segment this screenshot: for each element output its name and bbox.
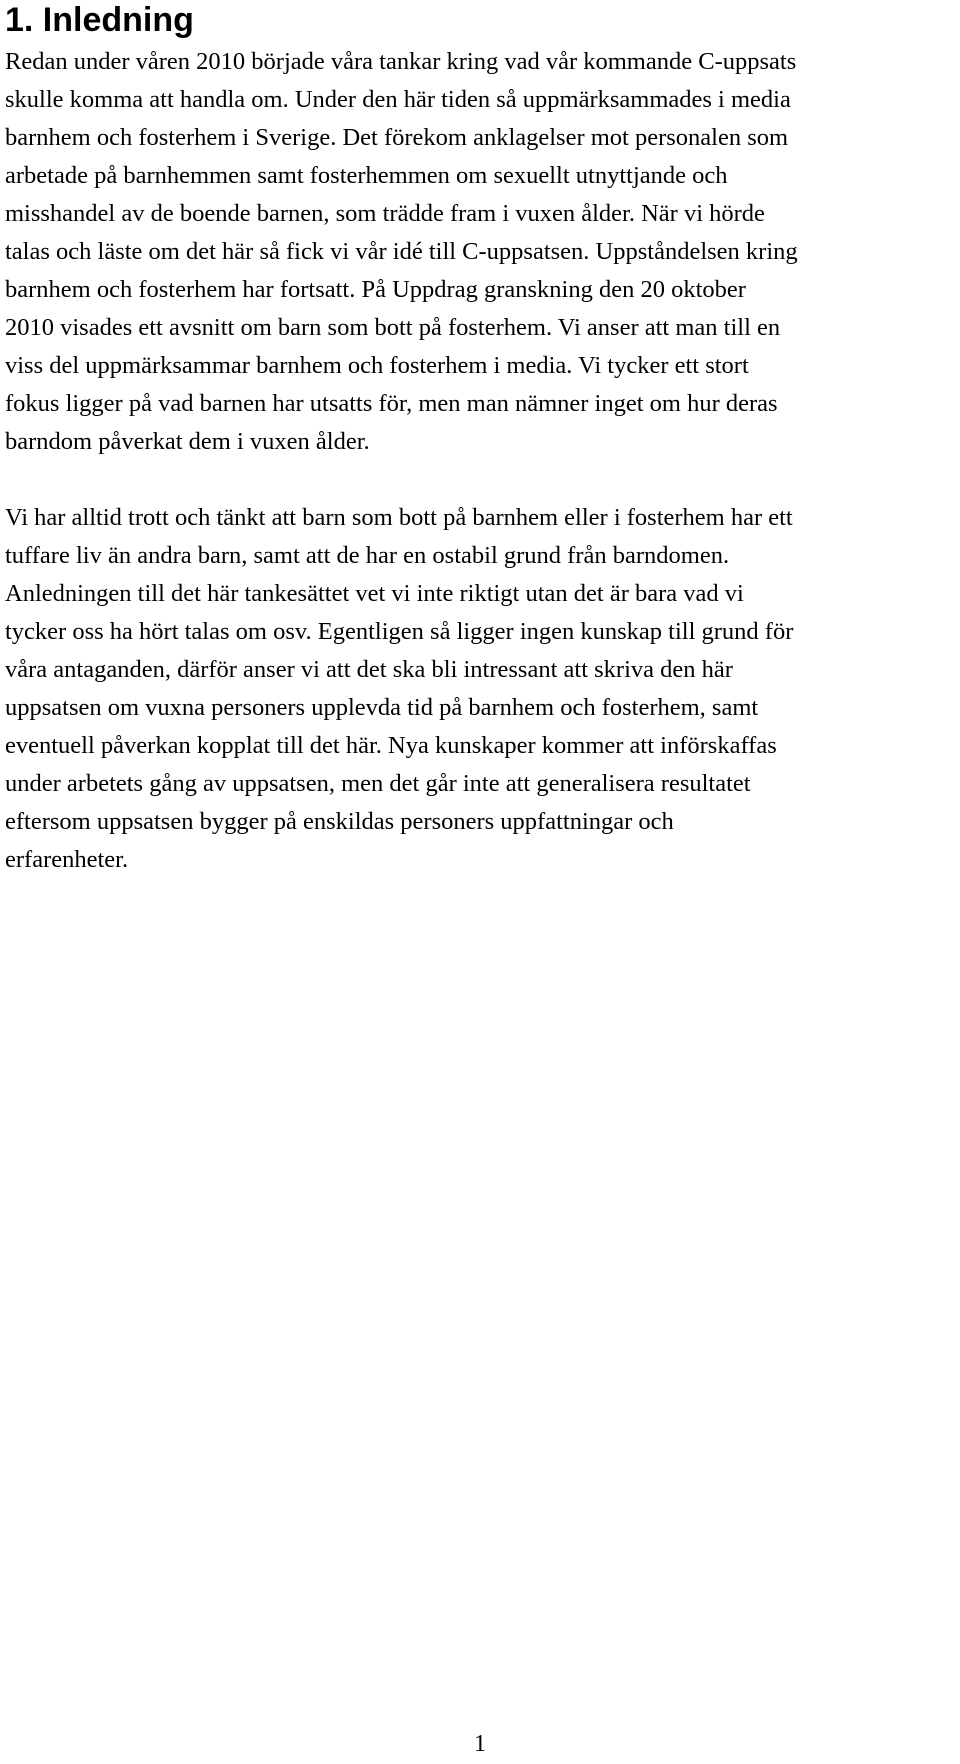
paragraph-intro — [5, 43, 955, 461]
text-line: talas och läste om det här så fick vi vår idé till C-uppsatsen. Uppståndelsen kring — [5, 238, 798, 265]
section-heading: 1. Inledning — [5, 1, 194, 39]
text-line: fokus ligger på vad barnen har utsatts för, men man nämner inget om hur deras — [5, 390, 778, 417]
page-number: 1 — [474, 1731, 486, 1757]
text-line: Redan under våren 2010 började våra tankar kring vad vår kommande C-uppsats — [5, 48, 797, 75]
text-line: uppsatsen om vuxna personers upplevda tid på barnhem och fosterhem, samt — [5, 694, 759, 721]
text-line: under arbetets gång av uppsatsen, men det går inte att generalisera resultatet — [5, 770, 751, 797]
paragraph-background — [5, 499, 955, 879]
text-line: tycker oss ha hört talas om osv. Egentligen så ligger ingen kunskap till grund för — [5, 618, 794, 645]
text-line: Vi har alltid trott och tänkt att barn som bott på barnhem eller i fosterhem har ett — [5, 504, 793, 531]
text-line: arbetade på barnhemmen samt fosterhemmen om sexuellt utnyttjande och — [5, 162, 728, 189]
text-line: eventuell påverkan kopplat till det här. Nya kunskaper kommer att införskaffas — [5, 732, 777, 759]
text-line: viss del uppmärksammar barnhem och fosterhem i media. Vi tycker ett stort — [5, 352, 749, 379]
text-line: Anledningen till det här tankesättet vet vi inte riktigt utan det är bara vad vi — [5, 580, 744, 607]
text-line: 2010 visades ett avsnitt om barn som bott på fosterhem. Vi anser att man till en — [5, 314, 781, 341]
text-line: våra antaganden, därför anser vi att det ska bli intressant att skriva den här — [5, 656, 733, 683]
text-line: erfarenheter. — [5, 846, 129, 873]
text-line: skulle komma att handla om. Under den här tiden så uppmärksammades i media — [5, 86, 791, 113]
text-line: barnhem och fosterhem har fortsatt. På Uppdrag granskning den 20 oktober — [5, 276, 746, 303]
text-line: barnhem och fosterhem i Sverige. Det förekom anklagelser mot personalen som — [5, 124, 789, 151]
text-line: misshandel av de boende barnen, som trädde fram i vuxen ålder. När vi hörde — [5, 200, 765, 227]
text-line: barndom påverkat dem i vuxen ålder. — [5, 428, 370, 455]
text-line: eftersom uppsatsen bygger på enskildas personers uppfattningar och — [5, 808, 674, 835]
text-line: tuffare liv än andra barn, samt att de har en ostabil grund från barndomen. — [5, 542, 730, 569]
